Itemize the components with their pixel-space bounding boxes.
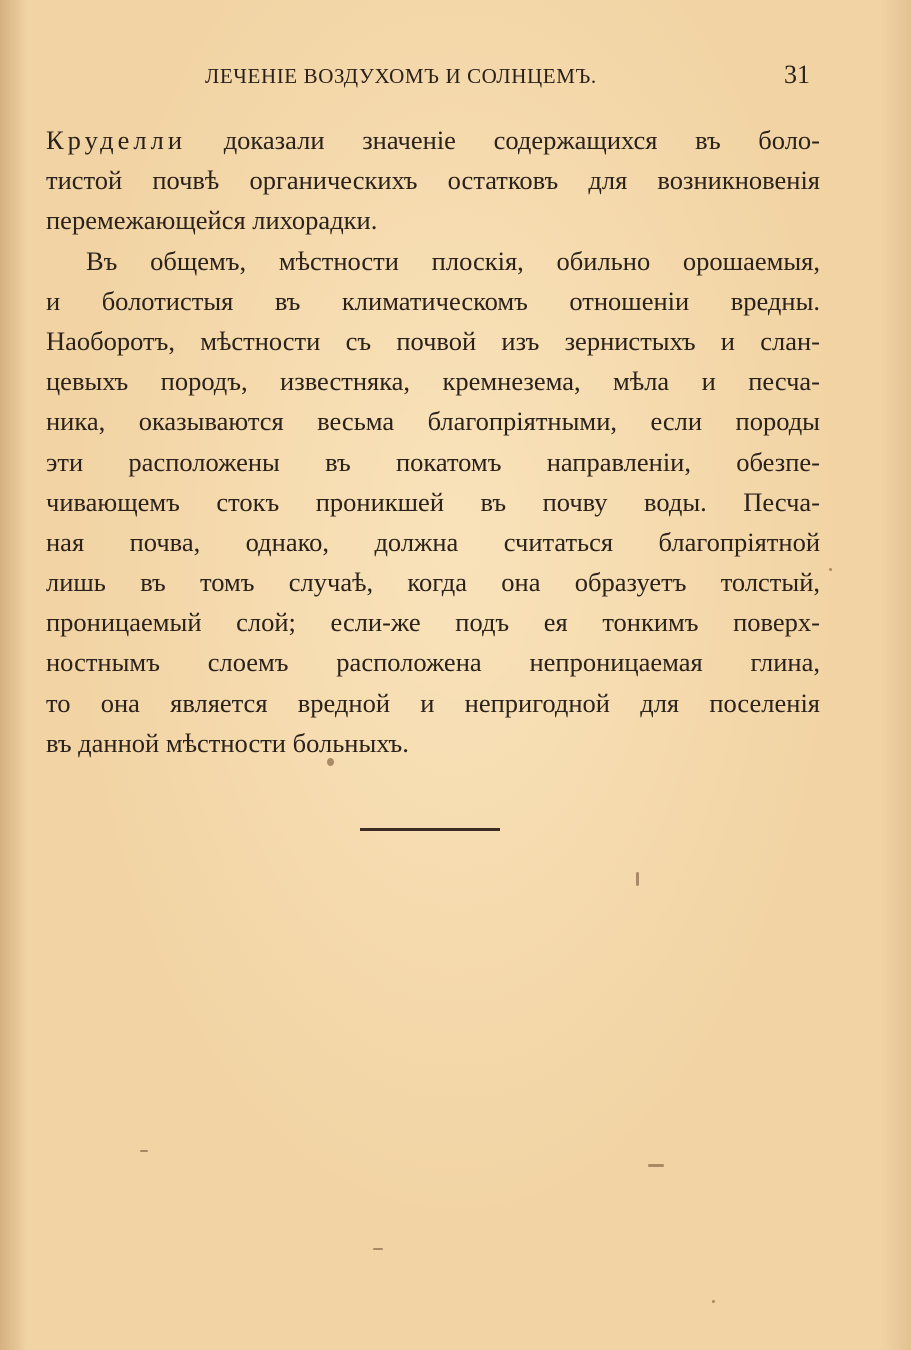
text-line: Наоборотъ, мѣстности съ почвой изъ зернистыхъ и слан- (46, 325, 820, 356)
paragraph-start-line: Въ общемъ, мѣстности плоскія, обильно орошаемыя, (86, 245, 820, 276)
text-line: ностнымъ слоемъ расположена непроницаемая глина, (46, 647, 820, 678)
paper-speck (829, 568, 832, 571)
text-line: цевыхъ породъ, известняка, кремнезема, мѣла и песча- (46, 366, 820, 397)
paper-speck (327, 758, 334, 766)
text-line: Круделли доказали значеніе содержащихся въ боло- (46, 125, 820, 155)
section-divider-rule (360, 828, 500, 831)
text-line: проницаемый слой; если-же подъ ея тонкимъ поверх- (46, 607, 820, 638)
paper-speck (373, 1248, 383, 1250)
text-line: то она является вредной и непригодной для поселенія (46, 687, 820, 718)
text-line: эти расположены въ покатомъ направленіи, обезпе- (46, 446, 820, 477)
paper-speck (712, 1300, 715, 1303)
text-line: чивающемъ стокъ проникшей въ почву воды. Песча- (46, 486, 820, 517)
page-number: 31 (784, 60, 810, 89)
running-title: ЛЕЧЕНІЕ ВОЗДУХОМЪ И СОЛНЦЕМЪ. (205, 64, 597, 88)
paper-speck (140, 1150, 148, 1152)
text-line: и болотистыя въ климатическомъ отношеніи вредны. (46, 285, 820, 316)
paper-speck (636, 872, 639, 886)
text-line: тистой почвѣ органическихъ остатковъ для возникновенія (46, 165, 820, 196)
text-line: ная почва, однако, должна считаться благопріятной (46, 526, 820, 557)
spaced-author-name: Круделли (46, 125, 187, 155)
text-line: лишь въ томъ случаѣ, когда она образуетъ толстый, (46, 567, 820, 598)
running-head (0, 60, 911, 96)
body-text (46, 120, 820, 763)
text-line: въ данной мѣстности больныхъ. (46, 727, 409, 758)
text-line: перемежающейся лихорадки. (46, 205, 378, 236)
paper-speck (648, 1164, 664, 1167)
text-line: ника, оказываются весьма благопріятными, если породы (46, 406, 820, 437)
